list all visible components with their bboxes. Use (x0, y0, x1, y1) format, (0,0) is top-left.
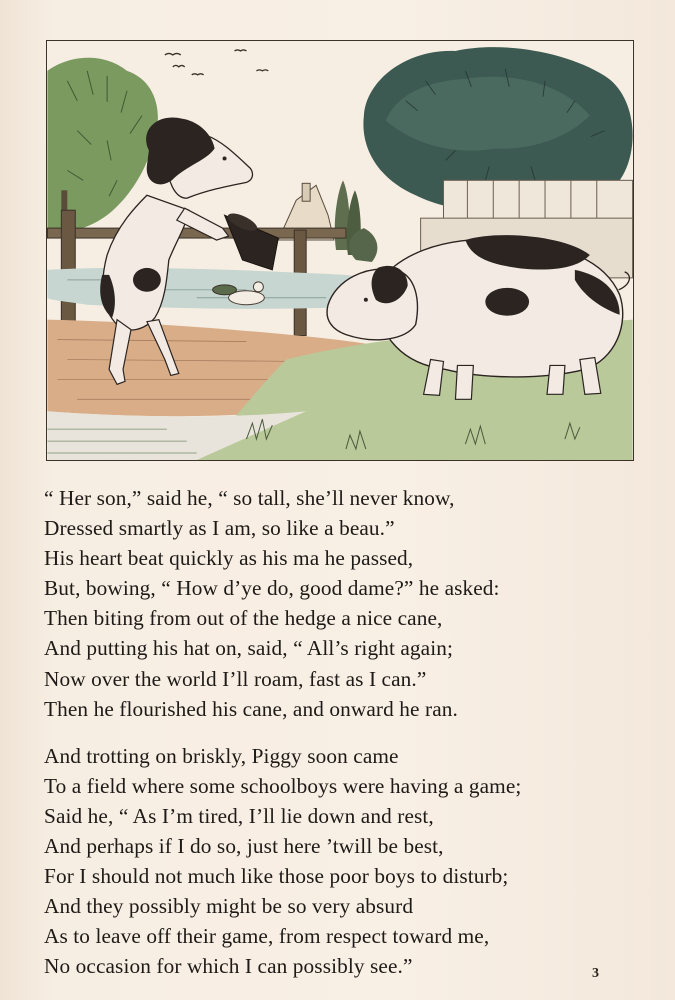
poem-text (44, 483, 644, 982)
poem-line: Now over the world I’ll roam, fast as I can.” (44, 666, 427, 691)
poem-line: But, bowing, “ How d’ye do, good dame?” he asked: (44, 576, 500, 601)
stanza-1 (44, 483, 644, 724)
poem-line: Dressed smartly as I am, so like a beau.” (44, 516, 395, 541)
poem-line: And trotting on briskly, Piggy soon came (44, 743, 399, 768)
poem-line: And perhaps if I do so, just here ’twill be best, (44, 834, 444, 859)
poem-line: No occasion for which I can possibly see.” (44, 954, 413, 979)
poem-line: His heart beat quickly as his ma he passed, (44, 546, 414, 571)
poem-line: Said he, “ As I’m tired, I’ll lie down and rest, (44, 803, 434, 828)
poem-line: For I should not much like those poor boys to disturb; (44, 864, 509, 889)
poem-line: Then he flourished his cane, and onward he ran. (44, 696, 458, 721)
poem-line: As to leave off their game, from respect toward me, (44, 924, 490, 949)
illustration-drawing (47, 41, 633, 460)
poem-line: Then biting from out of the hedge a nice cane, (44, 606, 443, 631)
poem-line: And putting his hat on, said, “ All’s right again; (44, 636, 454, 661)
poem-line: And they possibly might be so very absurd (44, 894, 414, 919)
engraved-illustration (46, 40, 634, 461)
stanza-2 (44, 741, 644, 982)
poem-line: “ Her son,” said he, “ so tall, she’ll never know, (44, 486, 455, 510)
page-number: 3 (592, 966, 599, 981)
poem-line: To a field where some schoolboys were having a game; (44, 773, 522, 798)
